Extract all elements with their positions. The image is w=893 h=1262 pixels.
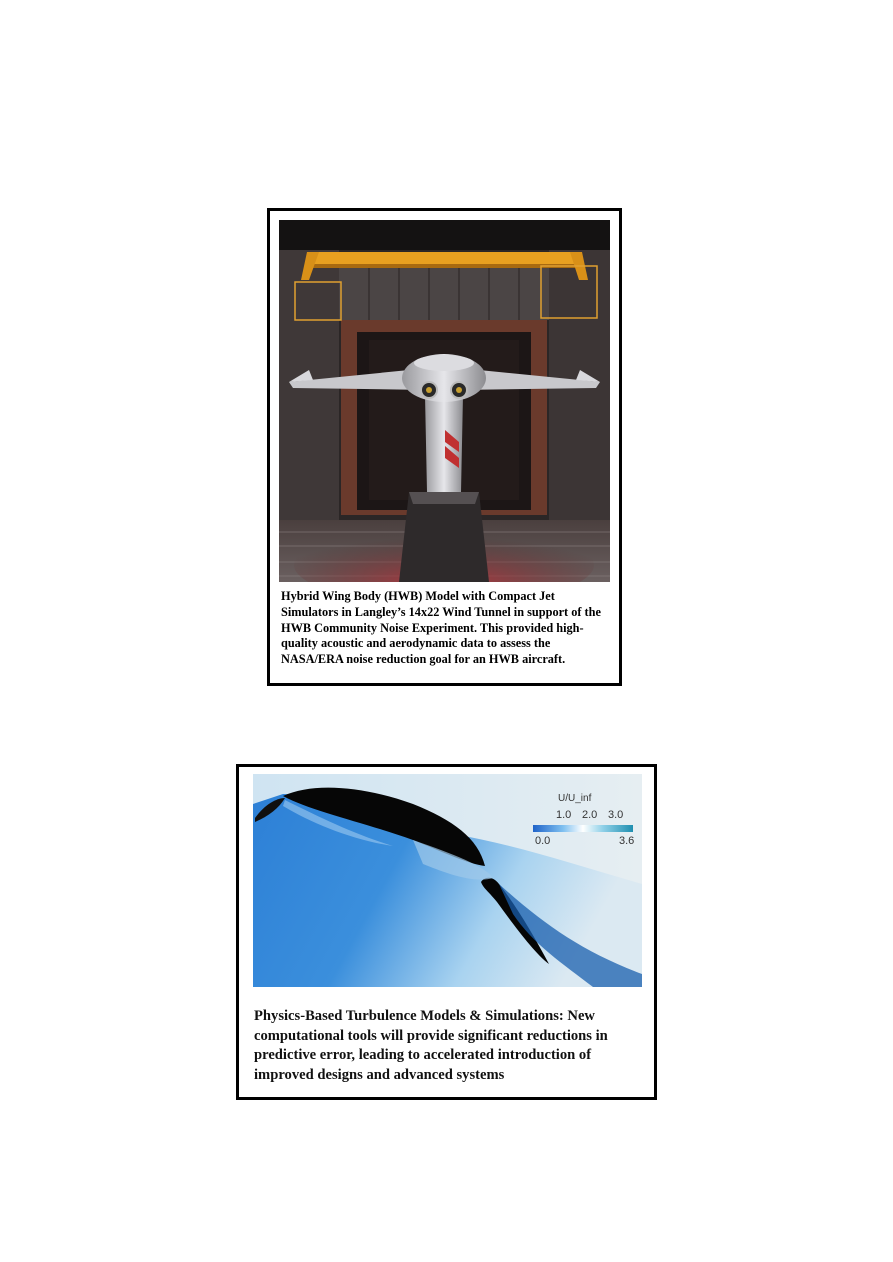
cfd-flow-field <box>253 774 642 987</box>
figure-2-caption: Physics-Based Turbulence Models & Simulations: New computational tools will provide significant reductions in predictive error, leading to accelerated introduction of improved designs and advanced systems <box>254 1008 608 1083</box>
hwb-model-image <box>279 220 610 582</box>
turbulence-simulation-image <box>253 774 642 987</box>
colorbar-tick-1: 1.0 <box>556 809 572 821</box>
colorbar-max: 3.6 <box>619 835 635 847</box>
figure-1-frame <box>267 208 622 686</box>
colorbar-tick-2: 2.0 <box>582 809 598 821</box>
colorbar-min: 0.0 <box>535 835 551 847</box>
wind-tunnel-photo <box>279 220 610 582</box>
colorbar-tick-3: 3.0 <box>608 809 624 821</box>
colorbar-title: U/U_inf <box>558 793 592 804</box>
figure-2-frame <box>236 764 657 1100</box>
colorbar <box>533 825 633 832</box>
figure-1-caption: Hybrid Wing Body (HWB) Model with Compact Jet Simulators in Langley’s 14x22 Wind Tunnel in support of the HWB Community Noise Experiment. This provided high-quality acoustic and aerodynamic data to assess the NASA/ERA noise reduction goal for an HWB aircraft. <box>281 589 601 667</box>
